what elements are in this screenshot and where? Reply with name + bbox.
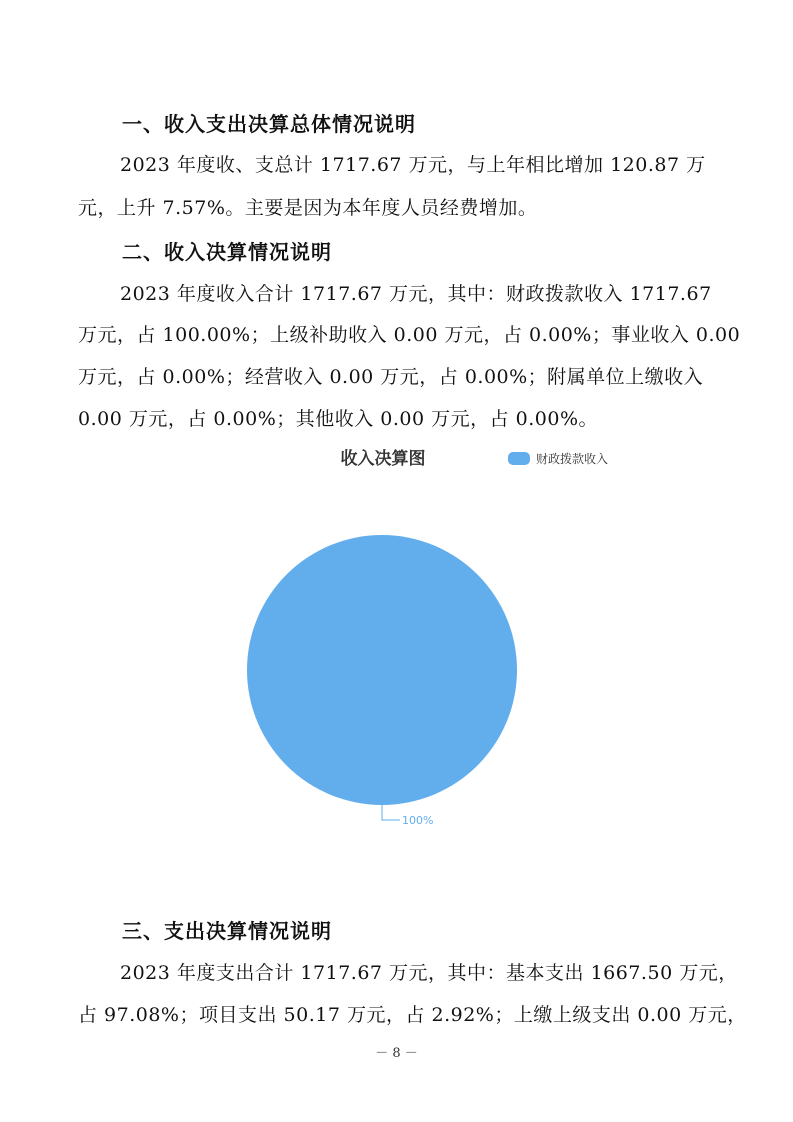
section-2-heading: 二、收入决算情况说明 — [122, 240, 332, 264]
data-label-leader-line — [382, 805, 400, 820]
section-2-line-1: 2023 年度收入合计 1717.67 万元，其中：财政拨款收入 1717.67 — [120, 283, 712, 305]
section-2-line-4: 0.00 万元，占 0.00%；其他收入 0.00 万元，占 0.00%。 — [78, 408, 599, 430]
section-3-line-1: 2023 年度支出合计 1717.67 万元，其中：基本支出 1667.50 万元， — [120, 962, 738, 984]
section-1-line-2: 元，上升 7.57%。主要是因为本年度人员经费增加。 — [78, 197, 538, 219]
chart-title: 收入决算图 — [340, 449, 426, 469]
income-pie-chart — [0, 440, 793, 840]
section-1-line-1: 2023 年度收、支总计 1717.67 万元，与上年相比增加 120.87 万 — [120, 154, 706, 176]
section-1-heading: 一、收入支出决算总体情况说明 — [122, 112, 416, 136]
section-3-heading: 三、支出决算情况说明 — [122, 919, 332, 943]
section-2-line-3: 万元，占 0.00%；经营收入 0.00 万元，占 0.00%；附属单位上缴收入 — [78, 366, 704, 388]
page-number: － 8 － — [375, 1046, 418, 1061]
data-label: 100% — [402, 814, 434, 827]
legend-swatch — [508, 452, 530, 465]
pie-slice-0 — [247, 535, 517, 805]
section-2-line-2: 万元，占 100.00%；上级补助收入 0.00 万元，占 0.00%；事业收入 0.00 — [78, 324, 741, 346]
section-3-line-2: 占 97.08%；项目支出 50.17 万元，占 2.92%；上缴上级支出 0.00 万元， — [78, 1004, 747, 1026]
legend-item-label: 财政拨款收入 — [536, 452, 609, 466]
